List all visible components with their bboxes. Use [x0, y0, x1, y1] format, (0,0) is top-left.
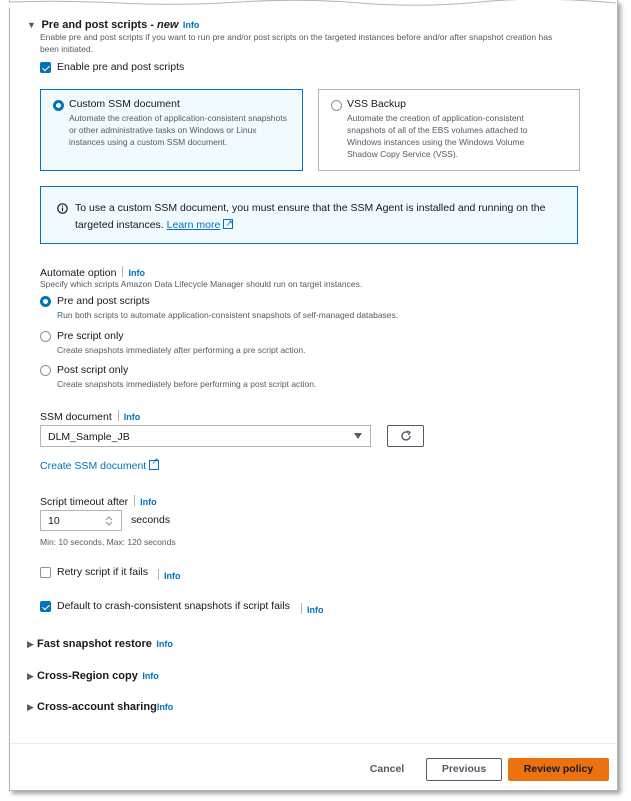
info-alert	[40, 186, 578, 244]
checkbox-checked[interactable]	[40, 601, 51, 612]
checkbox-checked[interactable]	[40, 62, 51, 73]
card-title: Custom SSM document	[69, 98, 180, 110]
option-description: Create snapshots immediately after performing a pre script action.	[57, 345, 306, 355]
create-ssm-document-link[interactable]: Create SSM document	[40, 460, 147, 472]
new-badge: new	[156, 19, 179, 31]
caret-right-icon: ▶	[27, 702, 34, 712]
info-link[interactable]: Info	[142, 671, 159, 681]
info-circle-icon	[57, 203, 68, 214]
caret-right-icon: ▶	[27, 671, 34, 681]
card-title: VSS Backup	[347, 98, 406, 110]
selected-value: DLM_Sample_JB	[48, 431, 130, 443]
retry-script-checkbox[interactable]	[40, 566, 240, 579]
section-description: Enable pre and post scripts if you want to run pre and/or post scripts on the targeted instances before and/or after snapshot creation has been initiated.	[40, 32, 553, 54]
divider	[122, 266, 123, 277]
create-ssm-document-link-container[interactable]	[40, 460, 159, 472]
review-policy-button[interactable]: Review policy	[508, 758, 609, 781]
option-label: Post script only	[57, 364, 129, 376]
card-description: Automate the creation of application-consistent snapshots of all of the EBS volumes attached to Windows instances using the Windows Volume Shadow Copy Service (VSS).	[347, 113, 528, 159]
radio-post-script-only[interactable]	[40, 364, 440, 392]
radio-pre-and-post-scripts[interactable]	[40, 295, 440, 323]
option-description: Run both scripts to automate application-consistent snapshots of self-managed databases.	[57, 310, 399, 320]
info-link[interactable]: Info	[140, 497, 157, 507]
card-vss-backup[interactable]	[318, 89, 580, 171]
divider	[134, 495, 135, 506]
radio-unselected[interactable]	[40, 365, 51, 376]
info-link[interactable]: Info	[156, 639, 173, 649]
radio-pre-script-only[interactable]	[40, 330, 440, 358]
checkbox-unchecked[interactable]	[40, 567, 51, 578]
automate-option-label: Automate option	[40, 267, 117, 279]
enable-scripts-label: Enable pre and post scripts	[57, 61, 185, 73]
caret-right-icon: ▶	[27, 639, 34, 649]
section-cross-region-copy[interactable]	[27, 666, 159, 684]
retry-info	[152, 566, 181, 584]
caret-down-icon: ▼	[27, 20, 36, 30]
script-timeout-label: Script timeout after	[40, 496, 129, 508]
crash-consistent-checkbox[interactable]	[40, 600, 360, 613]
enable-scripts-checkbox[interactable]	[40, 61, 340, 74]
section-title: Cross-Region copy	[37, 670, 138, 682]
script-timeout-input[interactable]	[40, 510, 122, 531]
ssm-document-label: SSM document	[40, 411, 112, 423]
card-custom-ssm-document[interactable]	[40, 89, 303, 171]
input-value: 10	[48, 515, 60, 527]
script-timeout-header	[40, 492, 157, 510]
refresh-button[interactable]	[387, 425, 424, 447]
automate-option-description: Specify which scripts Amazon Data Lifecycle Manager should run on target instances.	[40, 279, 363, 289]
section-cross-account-sharing[interactable]	[27, 697, 173, 715]
torn-edge	[0, 0, 631, 8]
radio-unselected[interactable]	[331, 100, 342, 111]
divider	[301, 603, 302, 614]
divider	[118, 410, 119, 421]
section-title: Cross-account sharing	[37, 701, 157, 713]
info-link[interactable]: Info	[307, 605, 324, 615]
retry-label: Retry script if it fails	[57, 566, 149, 578]
info-link[interactable]: Info	[182, 20, 200, 30]
previous-button[interactable]: Previous	[426, 758, 502, 781]
info-link[interactable]: Info	[164, 571, 181, 581]
info-link[interactable]: Info	[123, 412, 141, 422]
info-link[interactable]: Info	[156, 702, 174, 712]
info-link[interactable]: Info	[128, 268, 145, 278]
learn-more-link[interactable]: Learn more	[166, 219, 221, 231]
option-label: Pre script only	[57, 330, 124, 342]
divider	[158, 569, 159, 580]
caret-down-icon	[354, 433, 362, 439]
radio-selected[interactable]	[40, 296, 51, 307]
external-link-icon	[149, 460, 159, 470]
cancel-button[interactable]: Cancel	[369, 763, 405, 775]
section-title: Pre and post scripts -	[41, 19, 157, 31]
option-label: Pre and post scripts	[57, 295, 150, 307]
alert-text-container	[75, 200, 570, 234]
radio-selected[interactable]	[53, 100, 64, 111]
section-title: Fast snapshot restore	[37, 638, 152, 650]
alert-text: To use a custom SSM document, you must ensure that the SSM Agent is installed and running on the targeted instances.	[75, 202, 546, 231]
timeout-constraint: Min: 10 seconds, Max: 120 seconds	[40, 537, 176, 547]
timeout-unit: seconds	[131, 514, 171, 526]
option-description: Create snapshots immediately before performing a post script action.	[57, 379, 317, 389]
external-link-icon	[223, 219, 233, 229]
radio-unselected[interactable]	[40, 331, 51, 342]
crash-consistent-label: Default to crash-consistent snapshots if script fails	[57, 600, 290, 612]
section-fast-snapshot-restore[interactable]	[27, 634, 173, 652]
refresh-icon	[400, 430, 412, 442]
footer-divider	[10, 743, 616, 744]
crash-info	[295, 600, 324, 618]
stepper-icon[interactable]	[105, 515, 113, 527]
ssm-document-header	[40, 407, 140, 425]
ssm-document-select[interactable]	[40, 425, 371, 447]
card-description: Automate the creation of application-consistent snapshots or other administrative tasks on Windows or Linux instances using a custom SSM document.	[69, 113, 287, 147]
